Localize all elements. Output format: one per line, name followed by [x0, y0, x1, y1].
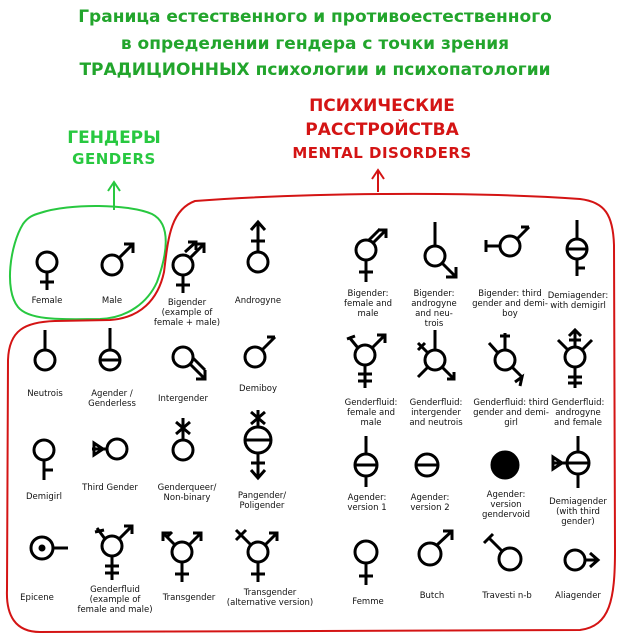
- genderfluid-symbol-icon: [95, 526, 132, 580]
- bigender-td-symbol-icon: [485, 227, 529, 256]
- disorders-label-ru-2: РАССТРОЙСТВА: [305, 120, 459, 140]
- aliagender-symbol-icon: [565, 550, 598, 570]
- caption-male: Male: [101, 296, 123, 306]
- caption-intergender: Intergender: [158, 394, 208, 404]
- caption-genderqueer: Genderqueer/ Non-binary: [157, 483, 217, 503]
- bigender-an-symbol-icon: [425, 222, 456, 277]
- genderqueer-symbol-icon: [173, 418, 193, 460]
- femme-symbol-icon: [355, 541, 377, 585]
- caption-pangender: Pangender/ Poligender: [237, 491, 287, 511]
- caption-aliagender: Aliagender: [555, 591, 601, 601]
- female-symbol-icon: [37, 252, 57, 290]
- caption-agender: Agender / Genderless: [88, 389, 136, 409]
- title-rest: психологии и психопатологии: [249, 60, 551, 80]
- disorders-label-ru-1: ПСИХИЧЕСКИЕ: [309, 96, 455, 116]
- caption-transgender-alt: Transgender (alternative version): [226, 588, 314, 608]
- third-gender-symbol-icon: [92, 439, 127, 459]
- genderfluid-td-symbol-icon: [489, 333, 522, 386]
- caption-bigender: Bigender (example of female + male): [153, 298, 221, 328]
- caption-androgyne: Androgyne: [234, 296, 282, 306]
- agender-v1-symbol-icon: [355, 436, 377, 487]
- travesti-symbol-icon: [484, 534, 521, 570]
- caption-bigender-an: Bigender: androgyne and neu- trois: [411, 289, 457, 329]
- agender-symbol-icon: [100, 328, 120, 370]
- agender-void-symbol-icon: [492, 452, 518, 478]
- caption-femme: Femme: [352, 597, 384, 607]
- genders-label-ru: ГЕНДЕРЫ: [67, 128, 161, 148]
- demiagender-third-symbol-icon: [552, 436, 589, 488]
- pangender-symbol-icon: [245, 410, 271, 478]
- bigender-fm-symbol-icon: [356, 229, 386, 282]
- caption-bigender-fm: Bigender: female and male: [344, 289, 392, 319]
- demigirl-symbol-icon: [34, 440, 54, 480]
- caption-agender-v1: Agender: version 1: [347, 493, 387, 513]
- caption-genderfluid-in: Genderfluid: intergender and neutrois: [409, 398, 463, 428]
- caption-demiagender-third: Demiagender (with third gender): [549, 497, 607, 527]
- butch-symbol-icon: [419, 531, 452, 565]
- caption-travesti: Travesti n-b: [482, 591, 532, 601]
- caption-genderfluid-td: Genderfluid: third gender and demi- girl: [473, 398, 549, 428]
- transgender-alt-symbol-icon: [236, 530, 277, 582]
- caption-demiboy: Demiboy: [238, 384, 278, 394]
- caption-genderfluid-fm: Genderfluid: female and male: [344, 398, 398, 428]
- epicene-symbol-icon: [31, 537, 68, 559]
- genderfluid-in-symbol-icon: [418, 330, 454, 379]
- bigender-symbol-icon: [173, 242, 204, 293]
- transgender-symbol-icon: [163, 532, 201, 582]
- neutrois-symbol-icon: [35, 330, 55, 370]
- male-symbol-icon: [102, 244, 133, 275]
- genderfluid-fm-symbol-icon: [347, 335, 385, 388]
- agender-v2-symbol-icon: [416, 454, 438, 476]
- disorders-label-en: MENTAL DISORDERS: [292, 144, 472, 162]
- demiagender-girl-symbol-icon: [567, 220, 587, 276]
- caption-neutrois: Neutrois: [27, 389, 63, 399]
- intergender-symbol-icon: [173, 347, 205, 379]
- genderfluid-af-symbol-icon: [558, 330, 592, 388]
- caption-demigirl: Demigirl: [25, 492, 63, 502]
- caption-genderfluid-af: Genderfluid: androgyne and female: [551, 398, 605, 428]
- caption-agender-void: Agender: version gendervoid: [481, 490, 531, 520]
- caption-agender-v2: Agender: version 2: [410, 493, 450, 513]
- demiboy-symbol-icon: [245, 337, 275, 367]
- androgyne-symbol-icon: [248, 222, 268, 272]
- title-line-1: Граница естественного и противоестественного: [78, 7, 552, 27]
- genders-label-en: GENDERS: [72, 150, 156, 168]
- caption-female: Female: [31, 296, 63, 306]
- caption-bigender-td: Bigender: third gender and demi- boy: [472, 289, 548, 319]
- title-emphasis: ТРАДИЦИОННЫХ: [79, 60, 250, 80]
- caption-butch: Butch: [419, 591, 445, 601]
- caption-genderfluid: Genderfluid (example of female and male): [77, 585, 153, 615]
- caption-epicene: Epicene: [20, 593, 54, 603]
- caption-transgender: Transgender: [162, 593, 216, 603]
- caption-third-gender: Third Gender: [82, 483, 138, 493]
- caption-demiagender-girl: Demiagender: with demigirl: [547, 291, 609, 311]
- title-line-2: в определении гендера с точки зрения: [120, 34, 510, 54]
